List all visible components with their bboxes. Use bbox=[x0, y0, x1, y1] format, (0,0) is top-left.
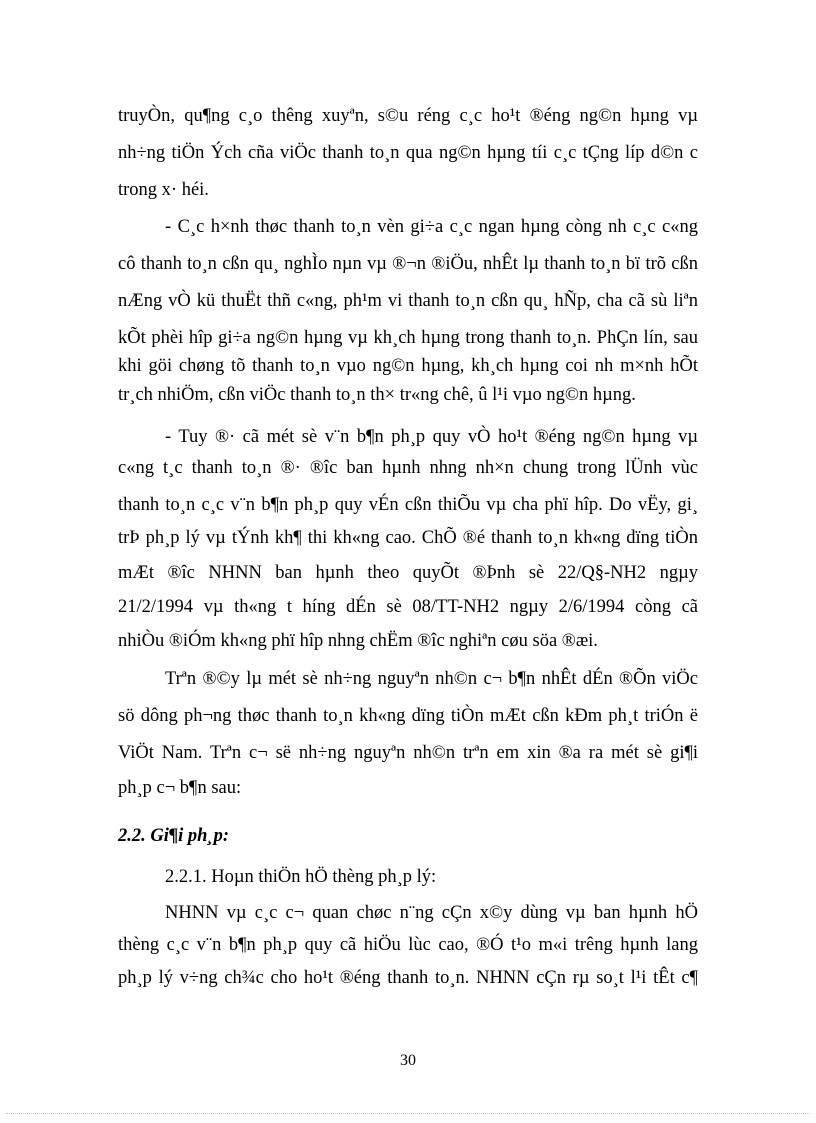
paragraph-3-line-5: mÆt ®îc NHNN ban hµnh theo quyÕt ®Þnh sè 22/Q§-NH2 ngµy bbox=[118, 563, 698, 583]
paragraph-2-line-3: nÆng vÒ kü thuËt thñ c«ng, ph¹m vi thanh to¸n cßn qu¸ hÑp, cha cã sù liªn bbox=[118, 291, 698, 311]
paragraph-3-line-2: c«ng t¸c thanh to¸n ®· ®îc ban hµnh nhng nh×n chung trong lÜnh vùc bbox=[118, 458, 698, 478]
subsection-heading: 2.2.1. Hoµn thiÖn hÖ thèng ph¸p lý: bbox=[165, 867, 437, 887]
final-paragraph-line-3: ph¸p lý v÷ng ch¾c cho ho¹t ®éng thanh to¸n. NHNN cÇn rµ so¸t l¹i tÊt c¶ bbox=[118, 968, 698, 988]
paragraph-2-line-4: kÕt phèi hîp gi÷a ng©n hµng vµ kh¸ch hµng trong thanh to¸n. PhÇn lín, sau bbox=[118, 328, 698, 348]
paragraph-2-line-1: - C¸c h×nh thøc thanh to¸n vèn gi÷a c¸c ngan hµng còng nh c¸c c«ng bbox=[165, 217, 698, 237]
section-heading: 2.2. Gi¶i ph¸p: bbox=[118, 826, 229, 846]
final-paragraph-line-1: NHNN vµ c¸c c¬ quan chøc n¨ng cÇn x©y dùng vµ ban hµnh hÖ bbox=[165, 903, 698, 923]
paragraph-4-line-3: ViÖt Nam. Trªn c¬ së nh÷ng nguyªn nh©n trªn em xin ®a ra mét sè gi¶i bbox=[118, 743, 698, 763]
paragraph-4-line-4: ph¸p c¬ b¶n sau: bbox=[118, 778, 242, 798]
page-number: 30 bbox=[400, 1052, 416, 1069]
paragraph-2-line-6: tr¸ch nhiÖm, cßn viÖc thanh to¸n th× tr«ng chê, û l¹i vµo ng©n hµng. bbox=[118, 385, 636, 405]
paragraph-3-line-4: trÞ ph¸p lý vµ tÝnh kh¶ thi kh«ng cao. ChÕ ®é thanh to¸n kh«ng dïng tiÒn bbox=[118, 528, 698, 548]
paragraph-3-line-1: - Tuy ®· cã mét sè v¨n b¶n ph¸p quy vÒ ho¹t ®éng ng©n hµng vµ bbox=[165, 427, 698, 447]
paragraph-4-line-2: sö dông ph¬ng thøc thanh to¸n kh«ng dïng tiÒn mÆt cßn kÐm ph¸t triÓn ë bbox=[118, 706, 698, 726]
page-bottom-border bbox=[6, 1113, 810, 1114]
paragraph-4-line-1: Trªn ®©y lµ mét sè nh÷ng nguyªn nh©n c¬ b¶n nhÊt dÉn ®Õn viÖc bbox=[165, 669, 698, 689]
final-paragraph-line-2: thèng c¸c v¨n b¶n ph¸p quy cã hiÖu lùc cao, ®Ó t¹o m«i trêng hµnh lang bbox=[118, 935, 698, 955]
paragraph-1-line-1: truyÒn, qu¶ng c¸o thêng xuyªn, s©u réng c¸c ho¹t ®éng ng©n hµng vµ bbox=[118, 106, 698, 126]
paragraph-3-line-3: thanh to¸n c¸c v¨n b¶n ph¸p quy vÉn cßn thiÕu vµ cha phï hîp. Do vËy, gi¸ bbox=[118, 495, 698, 515]
paragraph-2-line-2: cô thanh to¸n cßn qu¸ nghÌo nµn vµ ®¬n ®iÖu, nhÊt lµ thanh to¸n bï trõ cßn bbox=[118, 254, 698, 274]
paragraph-1-line-2: nh÷ng tiÖn Ých cña viÖc thanh to¸n qua ng©n hµng tíi c¸c tÇng líp d©n c bbox=[118, 143, 698, 163]
paragraph-3-line-6: 21/2/1994 vµ th«ng t híng dÉn sè 08/TT-NH2 ngµy 2/6/1994 còng cã bbox=[118, 597, 698, 617]
paragraph-2-line-5: khi göi chøng tõ thanh to¸n vµo ng©n hµng, kh¸ch hµng coi nh m×nh hÕt bbox=[118, 356, 698, 376]
paragraph-3-line-7: nhiÒu ®iÓm kh«ng phï hîp nhng chËm ®îc nghiªn cøu söa ®æi. bbox=[118, 631, 598, 651]
paragraph-1-line-3: trong x· héi. bbox=[118, 180, 209, 200]
